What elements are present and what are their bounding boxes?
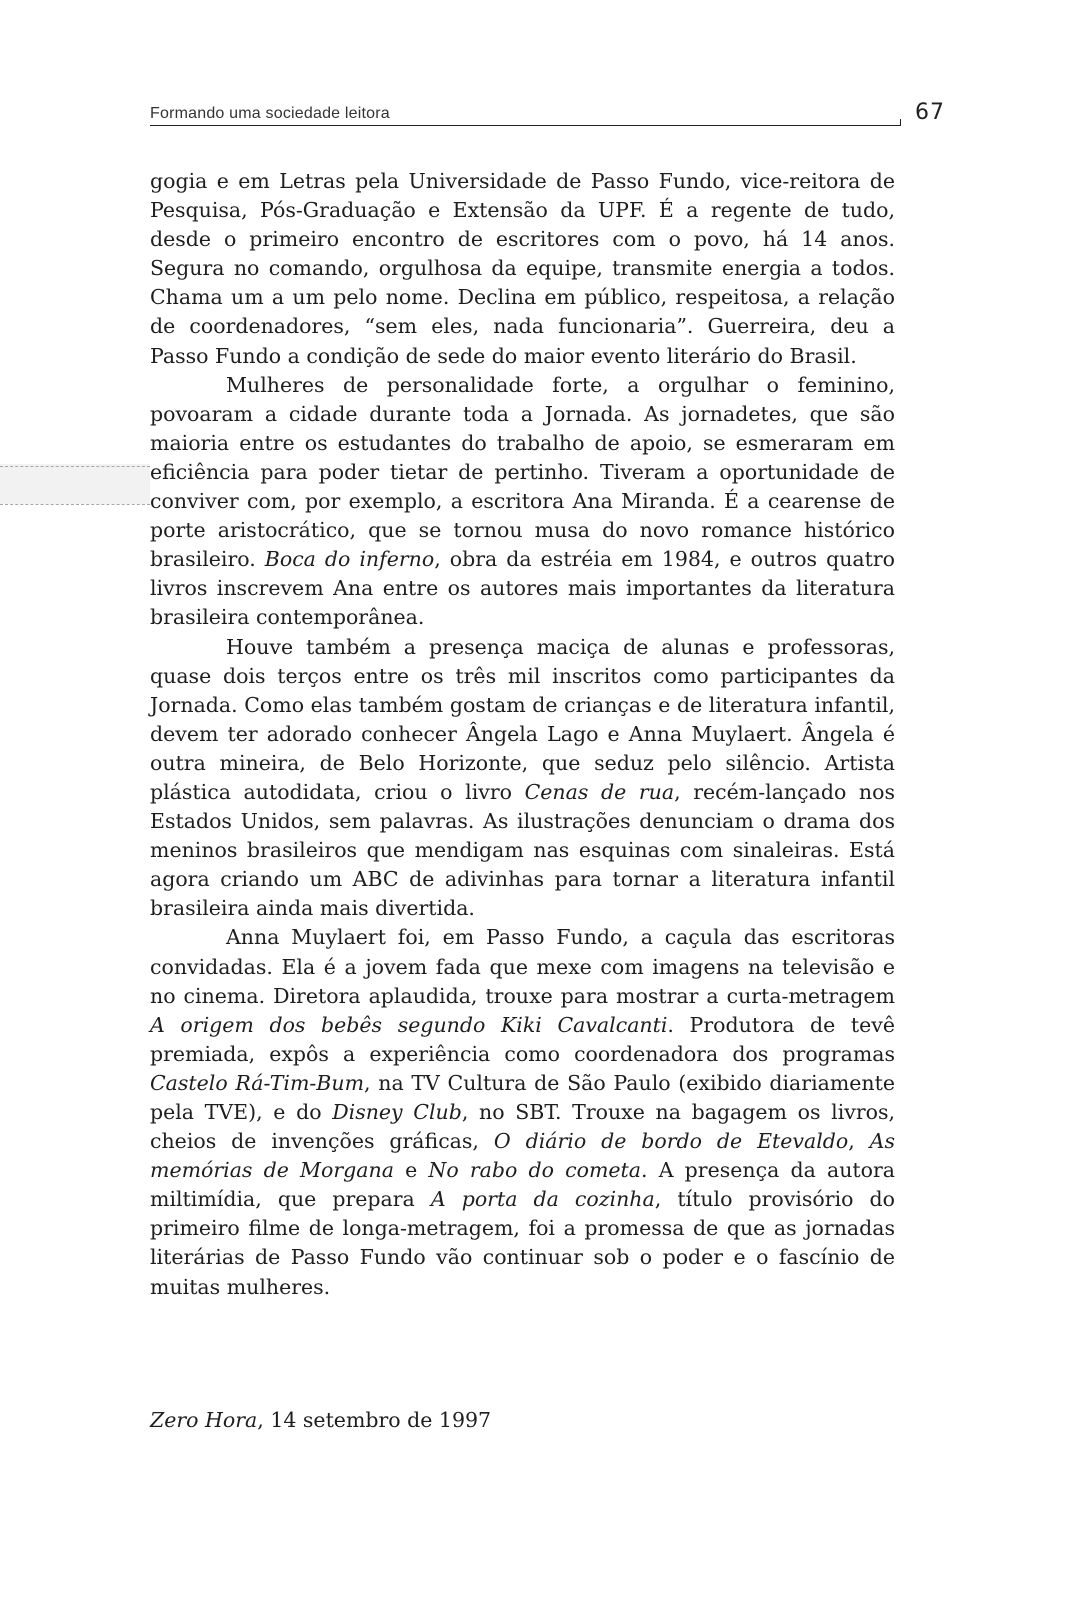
paragraph (150, 923, 895, 1301)
italic-title: Boca do inferno (264, 547, 435, 572)
running-header (150, 100, 945, 130)
text-run: , obra da estréia em 1984, e outros quatro livros inscrevem Ana entre os autores mais importantes da literatura brasileira contemporânea. (150, 547, 895, 630)
paragraph (150, 167, 895, 371)
marker-dash-bottom (0, 504, 150, 505)
italic-title: As memórias de Morgana (150, 1129, 895, 1183)
text-run: gogia e em Letras pela Universidade de Passo Fundo, vice-reitora de Pesquisa, Pós-Graduação e Extensão da UPF. É a regente de tudo, desde o primeiro encontro de escritores com o povo, há 14 anos. Segura no comando, orgulhosa da equipe, transmite energia a todos. Chama um a um pelo nome. Declina em público, respeitosa, a relação de coordenadores, “sem eles, nada funcionaria”. Guerreira, deu a Passo Fundo a condição de sede do maior evento literário do Brasil. (150, 169, 895, 368)
italic-title: Disney Club (332, 1100, 462, 1124)
text-run: e (393, 1158, 429, 1183)
source-citation (150, 1406, 491, 1435)
italic-title: A origem dos bebês segundo Kiki Cavalcanti (150, 1012, 668, 1037)
margin-marker-band (0, 464, 150, 504)
text-run: . A presença da autora miltimídia, que prepara (150, 1158, 895, 1212)
text-run: , recém-lançado nos Estados Unidos, sem palavras. As ilustrações denunciam o drama dos meninos brasileiros que mendigam nas esquinas com sinaleiras. Está agora criando um ABC de adivinhas para tornar a literatura infantil brasileira ainda mais divertida. (150, 779, 895, 921)
article-body (150, 167, 895, 1302)
page-number: 67 (915, 100, 945, 125)
text-run: , no SBT. Trouxe na bagagem os livros, cheios de invenções gráficas, (150, 1100, 896, 1154)
text-run: . Produtora de tevê premiada, expôs a experiência como coordenadora dos programas (150, 1012, 896, 1066)
text-run: Mulheres de personalidade forte, a orgulhar o feminino, povoaram a cidade durante toda a Jornada. As jornadetes, que são maioria entre os estudantes do trabalho de apoio, se esmeraram em eficiência para poder tietar de pertinho. Tiveram a oportunidade de conviver com, por exemplo, a escritora Ana Miranda. É a cearense de porte aristocrático, que se tornou musa do novo romance histórico brasileiro. (150, 372, 895, 572)
marker-dash-top (0, 466, 150, 467)
header-rule-tick (900, 119, 901, 126)
text-run: , (848, 1129, 870, 1154)
italic-title: A porta da cozinha (430, 1187, 655, 1212)
paragraph (150, 371, 895, 633)
paragraph (150, 633, 895, 924)
source-date: , 14 setembro de 1997 (257, 1408, 492, 1432)
running-title: Formando uma sociedade leitora (150, 105, 390, 122)
italic-title: Cenas de rua (524, 779, 675, 804)
source-publication: Zero Hora (150, 1408, 258, 1432)
text-run: Anna Muylaert foi, em Passo Fundo, a caçula das escritoras convidadas. Ela é a jovem fada que mexe com imagens na televisão e no cinema. Diretora aplaudida, trouxe para mostrar a curta-metragem (150, 925, 895, 1008)
text-run: , na TV Cultura de São Paulo (exibido diariamente pela TVE), e do (150, 1070, 896, 1124)
italic-title: No rabo do cometa (428, 1158, 642, 1183)
italic-title: Castelo Rá-Tim-Bum (150, 1070, 365, 1095)
italic-title: O diário de bordo de Etevaldo (493, 1129, 849, 1154)
header-rule (150, 125, 900, 126)
text-run: , título provisório do primeiro filme de longa-metragem, foi a promessa de que as jornadas literárias de Passo Fundo vão continuar sob o poder e o fascínio de muitas mulheres. (150, 1187, 896, 1299)
text-run: Houve também a presença maciça de alunas e professoras, quase dois terços entre os três mil inscritos como participantes da Jornada. Como elas também gostam de crianças e de literatura infantil, devem ter adorado conhecer Ângela Lago e Anna Muylaert. Ângela é outra mineira, de Belo Horizonte, que seduz pelo silêncio. Artista plástica autodidata, criou o livro (150, 634, 895, 804)
